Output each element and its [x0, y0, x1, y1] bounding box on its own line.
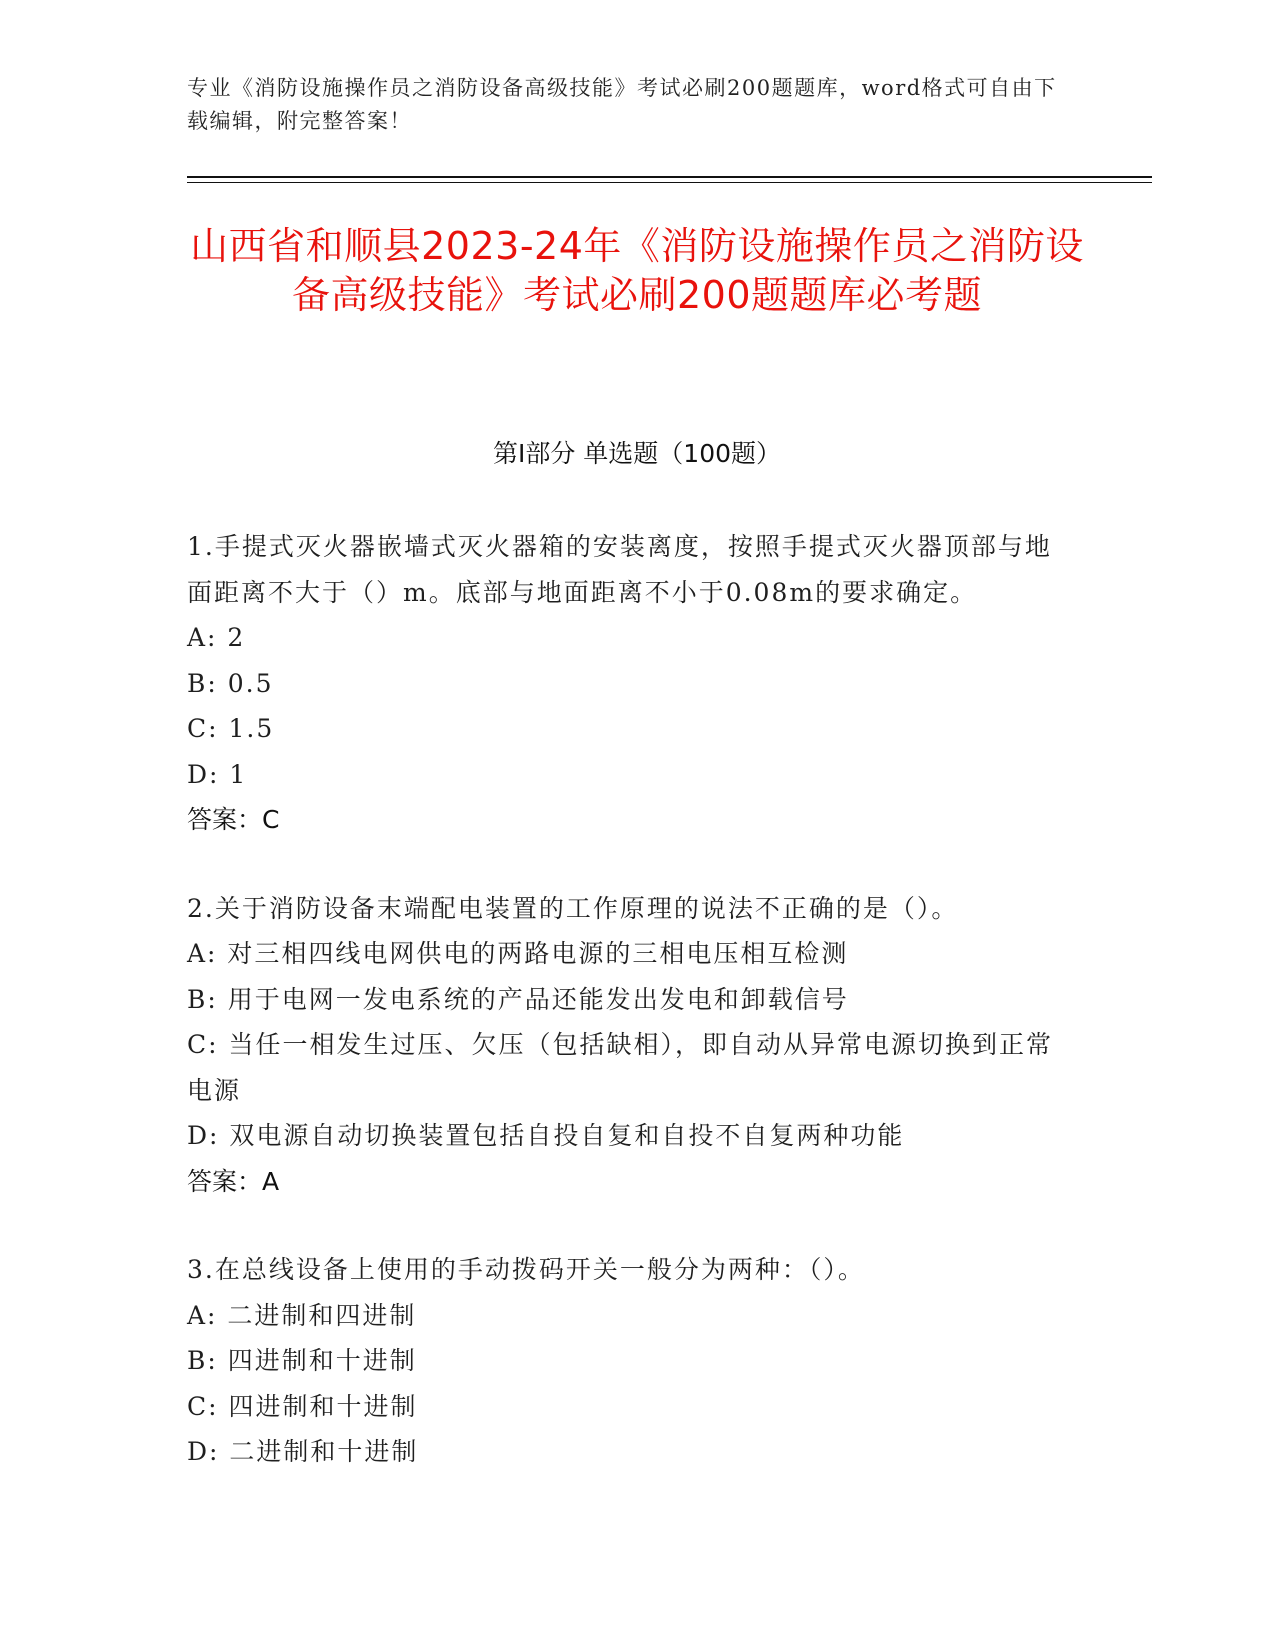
answer-line: 答案：A: [187, 1166, 280, 1196]
option-d: D: 1: [187, 759, 248, 789]
answer-line: 答案：C: [187, 805, 280, 834]
question-stem: 1.手提式灭火器嵌墙式灭火器箱的安装离度，按照手提式灭火器顶部与地面距离不大于（）m。底部与地面距离不小于0.08m的要求确定。: [187, 532, 1052, 607]
question-1: [187, 524, 1077, 843]
question-list: [187, 524, 1077, 1518]
option-c: C: 当任一相发生过压、欠压（包括缺相），即自动从异常电源切换到正常电源: [187, 1030, 1054, 1105]
option-a: A: 对三相四线电网供电的两路电源的三相电压相互检测: [187, 939, 849, 968]
question-2: [187, 886, 1077, 1205]
option-b: B: 四进制和十进制: [187, 1346, 417, 1375]
header-rule-thin: [187, 182, 1152, 183]
header-rule-thick: [187, 176, 1152, 178]
option-a: A: 2: [187, 623, 246, 652]
option-d: D: 双电源自动切换装置包括自投自复和自投不自复两种功能: [187, 1121, 905, 1150]
question-stem: 3.在总线设备上使用的手动拨码开关一般分为两种：（）。: [187, 1255, 865, 1284]
option-a: A: 二进制和四进制: [187, 1300, 417, 1330]
option-b: B: 用于电网一发电系统的产品还能发出发电和卸载信号: [187, 984, 849, 1014]
option-c: C: 1.5: [187, 714, 275, 743]
document-title: 山西省和顺县2023-24年《消防设施操作员之消防设备高级技能》考试必刷200题题库必考题: [190, 224, 1084, 317]
option-d: D: 二进制和十进制: [187, 1437, 419, 1466]
section-heading: 第I部分 单选题（100题）: [492, 439, 782, 468]
option-c: C: 四进制和十进制: [187, 1391, 418, 1421]
option-b: B: 0.5: [187, 668, 274, 698]
question-stem: 2.关于消防设备末端配电装置的工作原理的说法不正确的是（）。: [187, 893, 959, 923]
header-note: 专业《消防设施操作员之消防设备高级技能》考试必刷200题题库，word格式可自由下载编辑，附完整答案！: [187, 76, 1057, 133]
question-3: [187, 1247, 1077, 1475]
